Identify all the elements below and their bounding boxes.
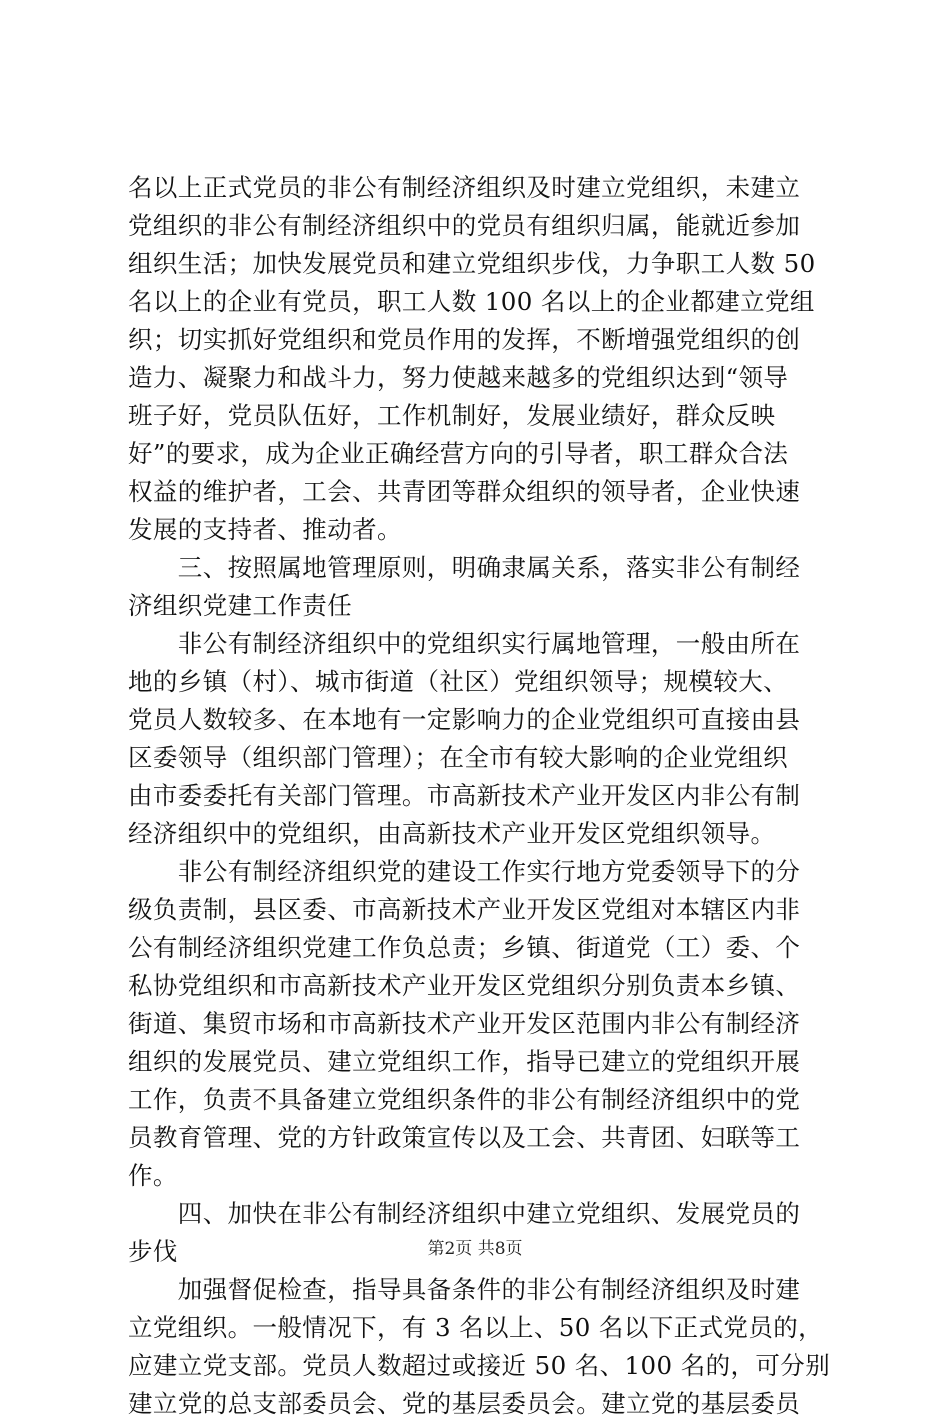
text-line: 权益的维护者，工会、共青团等群众组织的领导者，企业快速: [128, 477, 801, 506]
section-heading-line: 济组织党建工作责任: [128, 591, 353, 620]
text-line: 非公有制经济组织中的党组织实行属地管理，一般由所在: [128, 629, 801, 658]
text-line: 加强督促检查，指导具备条件的非公有制经济组织及时建: [128, 1275, 801, 1304]
text-line: 织；切实抓好党组织和党员作用的发挥，不断增强党组织的创: [128, 325, 801, 354]
text-line: 组织生活；加快发展党员和建立党组织步伐，力争职工人数 50: [128, 249, 816, 278]
text-line: 名以上的企业有党员，职工人数 100 名以上的企业都建立党组: [128, 287, 815, 316]
document-body: [128, 169, 831, 1423]
section-heading-line: 步伐: [128, 1237, 178, 1266]
text-line: 应建立党支部。党员人数超过或接近 50 名、100 名的，可分别: [128, 1351, 831, 1380]
text-line: 地的乡镇（村）、城市街道（社区）党组织领导；规模较大、: [128, 667, 789, 696]
text-line: 工作，负责不具备建立党组织条件的非公有制经济组织中的党: [128, 1085, 801, 1114]
text-line: 私协党组织和市高新技术产业开发区党组织分别负责本乡镇、: [128, 971, 801, 1000]
text-line: 建立党的总支部委员会、党的基层委员会。建立党的基层委员: [128, 1389, 801, 1418]
text-line: 区委领导（组织部门管理）；在全市有较大影响的企业党组织: [128, 743, 789, 772]
text-line: 级负责制，县区委、市高新技术产业开发区党组对本辖区内非: [128, 895, 801, 924]
text-line: 党员人数较多、在本地有一定影响力的企业党组织可直接由县: [128, 705, 801, 734]
page-number-footer: 第2页 共8页: [427, 1239, 523, 1259]
text-line: 组织的发展党员、建立党组织工作，指导已建立的党组织开展: [128, 1047, 801, 1076]
text-line: 作。: [128, 1161, 178, 1190]
text-line: 班子好，党员队伍好，工作机制好，发展业绩好，群众反映: [128, 401, 776, 430]
text-line: 非公有制经济组织党的建设工作实行地方党委领导下的分: [128, 857, 801, 886]
section-heading-line: 四、加快在非公有制经济组织中建立党组织、发展党员的: [128, 1199, 801, 1228]
text-line: 发展的支持者、推动者。: [128, 515, 402, 544]
text-line: 由市委委托有关部门管理。市高新技术产业开发区内非公有制: [128, 781, 801, 810]
text-line: 造力、凝聚力和战斗力，努力使越来越多的党组织达到“领导: [128, 363, 789, 392]
text-line: 立党组织。一般情况下，有 3 名以上、50 名以下正式党员的，: [128, 1313, 824, 1342]
text-line: 街道、集贸市场和市高新技术产业开发区范围内非公有制经济: [128, 1009, 801, 1038]
text-line: 党组织的非公有制经济组织中的党员有组织归属，能就近参加: [128, 211, 801, 240]
text-line: 员教育管理、党的方针政策宣传以及工会、共青团、妇联等工: [128, 1123, 801, 1152]
text-line: 好”的要求，成为企业正确经营方向的引导者，职工群众合法: [128, 439, 789, 468]
text-line: 名以上正式党员的非公有制经济组织及时建立党组织，未建立: [128, 173, 801, 202]
section-heading-line: 三、按照属地管理原则，明确隶属关系，落实非公有制经: [128, 553, 801, 582]
text-line: 经济组织中的党组织，由高新技术产业开发区党组织领导。: [128, 819, 776, 848]
text-line: 公有制经济组织党建工作负总责；乡镇、街道党（工）委、个: [128, 933, 801, 962]
